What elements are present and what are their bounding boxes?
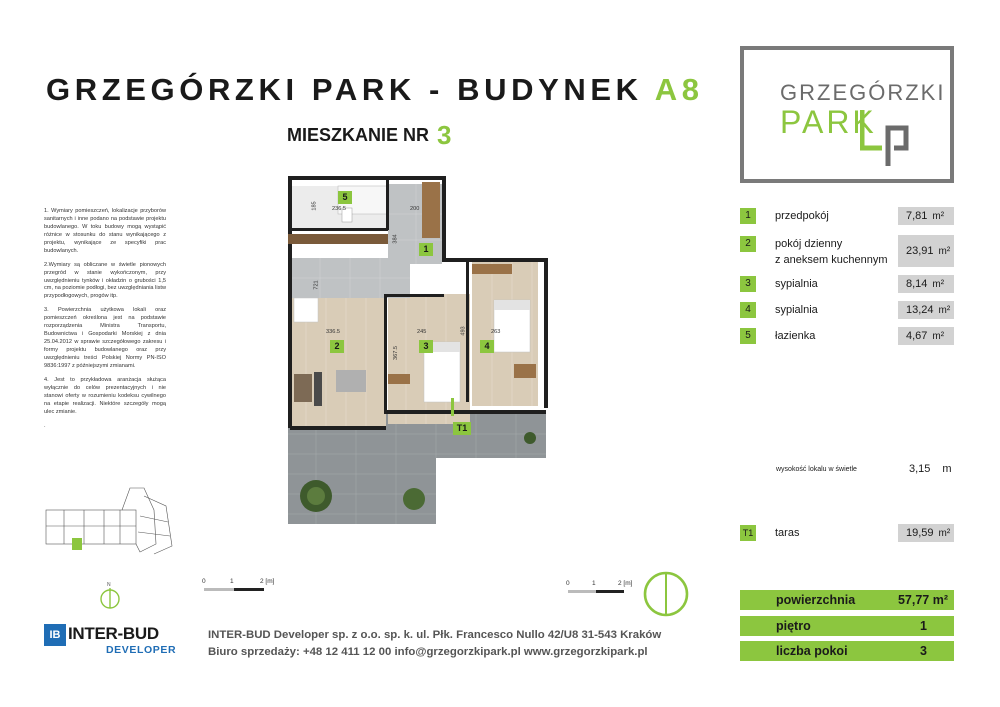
grzegorzki-park-logo (740, 46, 954, 183)
apartment-subtitle (287, 117, 451, 148)
notes (44, 208, 166, 436)
room-number: 3 (740, 276, 756, 292)
scale-bar-right (566, 580, 636, 596)
summary-area-value: 57,77 m² (897, 593, 948, 607)
room-area (898, 207, 954, 225)
room-name-line1: pokój dzienny (775, 238, 843, 250)
summary-floor-value: 1 (920, 619, 927, 633)
summary-rooms (740, 641, 954, 661)
compass-small-icon (98, 582, 122, 610)
plan-label-3: 3 (419, 340, 433, 353)
dimension-185: 185 (311, 201, 318, 211)
company-info (208, 627, 661, 661)
room-name-line2: z aneksem kuchennym (775, 253, 888, 266)
logo-park-text: PARK (780, 104, 877, 140)
summary-area-label: powierzchnia (776, 593, 856, 607)
dimension-367-5: 367.5 (393, 346, 399, 360)
plan-label-t1: T1 (453, 422, 471, 435)
ib-badge-icon: IB (44, 624, 66, 646)
room-number: 2 (740, 236, 756, 252)
plan-label-4: 4 (480, 340, 494, 353)
brand-name: INTER-BUD (68, 624, 159, 643)
summary-area (740, 590, 954, 610)
room-area-unit: m² (932, 331, 945, 342)
terrace-area-unit: m² (938, 528, 951, 539)
scale-segment-light (204, 588, 234, 591)
brand-sub: DEVELOPER (106, 644, 177, 656)
dimension-336-5: 336.5 (326, 329, 340, 335)
room-area-value: 23,91 (906, 245, 934, 257)
scale-tick-2: 2 [m] (260, 578, 275, 585)
inter-bud-logo (44, 624, 177, 658)
dimension-200: 200 (410, 206, 420, 212)
room-number: 1 (740, 208, 756, 224)
page-title (46, 72, 704, 108)
title-text: GRZEGÓRZKI PARK - BUDYNEK (46, 72, 643, 107)
room-name (775, 237, 888, 269)
room-row (740, 299, 954, 321)
note-3: 3. Powierzchnia użytkowa lokali oraz pomieszczeń określona jest na podstawie rozporządzenia Ministra Transportu, Budownictwa i Gospodarki Morskiej z dnia 25.04.2012 w sprawie szczegółowego zakresu i formy projektu budowlanego oraz przy uwzględnieniu treści Polskiej Normy PN-ISO 9836:1997 z późniejszymi zmianami. (44, 307, 166, 369)
summary-floor-label: piętro (776, 619, 811, 633)
note-5: . (44, 422, 46, 429)
scale-tick-0: 0 (202, 578, 206, 585)
height-number: 3,15 (909, 463, 931, 475)
room-name: łazienka (775, 330, 816, 342)
subtitle-text: MIESZKANIE NR (287, 125, 430, 145)
room-row (740, 325, 954, 347)
room-name: sypialnia (775, 278, 818, 290)
dimension-263: 263 (491, 329, 501, 335)
floor-plan (276, 174, 548, 526)
summary-rooms-label: liczba pokoi (776, 644, 848, 658)
room-row (740, 273, 954, 295)
terrace-name: taras (775, 527, 800, 539)
dimension-236-5: 236.5 (332, 206, 346, 212)
room-row (740, 233, 954, 269)
room-area-unit: m² (938, 246, 951, 257)
north-indicator-small (98, 582, 122, 610)
plan-label-5: 5 (338, 191, 352, 204)
dimension-384: 384 (392, 234, 399, 244)
room-area (898, 235, 954, 267)
plan-label-1: 1 (419, 243, 433, 256)
room-area (898, 275, 954, 293)
scale-segment-light (568, 590, 596, 593)
room-number: 5 (740, 328, 756, 344)
dimension-721: 721 (313, 280, 320, 290)
room-area-value: 8,14 (906, 278, 928, 290)
company-contact: Biuro sprzedaży: +48 12 411 12 00 info@grzegorzkipark.pl www.grzegorzkipark.pl (208, 646, 648, 658)
logo-mark-icon (860, 110, 910, 170)
building-code: A8 (654, 72, 704, 107)
scale-segment-dark (596, 590, 624, 593)
north-label: N (107, 582, 111, 588)
room-area-value: 7,81 (906, 210, 928, 222)
room-area-unit: m² (932, 211, 945, 222)
height-value (909, 463, 952, 475)
dimension-245: 245 (417, 329, 427, 335)
room-area-unit: m² (932, 279, 945, 290)
note-1: 1. Wymiary pomieszczeń, lokalizacje przyborów sanitarnych i inne podano na podstawie projektu budowlanego. W toku budowy mogą wystąpić różnice w stosunku do stanu wynikającego z projektu, wynikające ze specyfiki prac budowlanych. (44, 208, 166, 254)
scale-tick-2: 2 [m] (618, 580, 633, 587)
scale-bar-left (202, 578, 275, 594)
room-area-value: 13,24 (906, 304, 934, 316)
terrace-row (740, 522, 954, 544)
compass-icon (642, 570, 690, 618)
scale-segment-dark (234, 588, 264, 591)
room-area-value: 4,67 (906, 330, 928, 342)
room-row (740, 205, 954, 227)
room-area (898, 327, 954, 345)
building-key-plan (44, 486, 174, 558)
company-address: INTER-BUD Developer sp. z o.o. sp. k. ul. Płk. Francesco Nullo 42/U8 31-543 Kraków (208, 629, 662, 641)
terrace-area (898, 524, 954, 542)
apartment-number: 3 (437, 120, 452, 150)
summary-floor (740, 616, 954, 636)
plan-label-2: 2 (330, 340, 344, 353)
scale-tick-1: 1 (592, 580, 596, 587)
room-area-unit: m² (938, 305, 951, 316)
note-4: 4. Jest to przykładowa aranżacja służąca wyłącznie do celów prezentacyjnych i nie stanowi oferty w rozumieniu kodeksu cywilnego na etapie realizacji. Niektóre szczegóły mogą ulec zmianie. (44, 376, 166, 415)
summary-rooms-value: 3 (920, 644, 927, 658)
terrace-area-value: 19,59 (906, 527, 934, 539)
room-name: przedpokój (775, 210, 829, 222)
logo-top-text: GRZEGÓRZKI (780, 80, 946, 105)
scale-tick-1: 1 (230, 578, 234, 585)
room-area (898, 301, 954, 319)
dimension-493: 493 (460, 326, 467, 336)
height-unit: m (942, 463, 952, 475)
room-number: 4 (740, 302, 756, 318)
scale-tick-0: 0 (566, 580, 570, 587)
note-2: 2.Wymiary są obliczane w świetle pionowych przegród w stanie wykończonym, przy uwzględnieniu tynków i okładzin o grubości 1,5 cm, na poziomie podłogi, bez uwzględniania listw przypodłogowych, progów itp. (44, 261, 166, 300)
height-label: wysokość lokalu w świetle (776, 466, 857, 473)
terrace-number: T1 (740, 525, 756, 541)
room-name: sypialnia (775, 304, 818, 316)
